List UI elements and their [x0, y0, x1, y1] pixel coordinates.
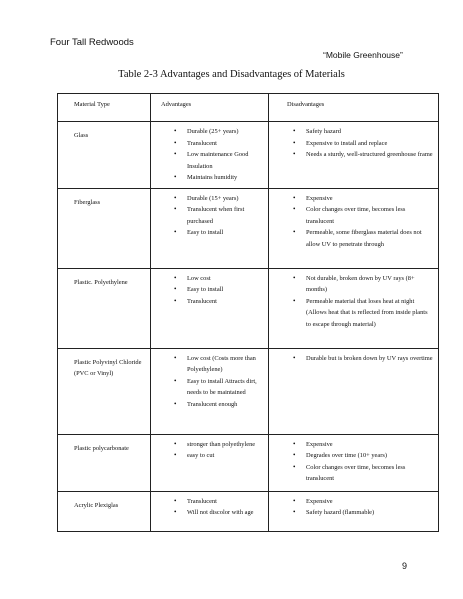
header-company: Four Tall Redwoods [50, 37, 134, 48]
column-header-disadvantages: Disadvantages [269, 94, 439, 122]
advantages-cell [151, 491, 269, 531]
disadvantages-cell [269, 434, 439, 491]
advantage-item: • Translucent [174, 138, 264, 150]
table-row [58, 122, 439, 189]
material-type-cell: Plastic Polyvinyl Chloride (PVC or Vinyl) [58, 348, 151, 434]
advantages-cell [151, 348, 269, 434]
advantage-item: • stronger than polyethylene [174, 439, 264, 451]
table-title: Table 2-3 Advantages and Disadvantages of Materials [118, 69, 345, 80]
disadvantages-cell [269, 268, 439, 348]
disadvantage-item: • Color changes over time, becomes less translucent [293, 462, 434, 485]
material-type-cell: Plastic polycarbonate [58, 434, 151, 491]
advantage-item: • Easy to install [174, 284, 264, 296]
advantage-item: • Low maintenance Good Insulation [174, 149, 264, 172]
material-type-cell: Acrylic Plexiglas [58, 491, 151, 531]
advantages-list [151, 492, 268, 523]
disadvantage-item: • Not durable, broken down by UV rays (8+ months) [293, 273, 434, 296]
disadvantages-list [269, 269, 438, 335]
advantage-item: • Easy to install [174, 227, 264, 239]
disadvantage-item: • Safety hazard (flammable) [293, 507, 434, 519]
advantage-item: • Easy to install Attracts dirt, needs to be maintained [174, 376, 264, 399]
disadvantages-cell [269, 348, 439, 434]
advantages-list [151, 189, 268, 243]
advantages-cell [151, 188, 269, 268]
page-number: 9 [402, 561, 408, 571]
disadvantages-list [269, 122, 438, 165]
disadvantage-item: • Expensive to install and replace [293, 138, 434, 150]
disadvantages-cell [269, 491, 439, 531]
advantages-cell [151, 268, 269, 348]
disadvantage-item: • Expensive [293, 193, 434, 205]
table-row [58, 348, 439, 434]
advantage-item: • Maintains humidity [174, 172, 264, 184]
advantages-list [151, 349, 268, 415]
advantage-item: • Will not discolor with age [174, 507, 264, 519]
material-type-cell: Fiberglass [58, 188, 151, 268]
advantage-item: • Low cost (Costs more than Polyethylene) [174, 353, 264, 376]
advantage-item: • easy to cut [174, 450, 264, 462]
header-project: “Mobile Greenhouse” [323, 50, 403, 60]
disadvantage-item: • Safety hazard [293, 126, 434, 138]
material-type-cell: Plastic. Polyethylene [58, 268, 151, 348]
advantage-item: • Translucent when first purchased [174, 204, 264, 227]
disadvantage-item: • Permeable material that loses heat at night (Allows heat that is reflected from inside plants to escape through material) [293, 296, 434, 331]
disadvantages-list [269, 492, 438, 523]
disadvantage-item: • Needs a sturdy, well-structured greenhouse frame [293, 149, 434, 161]
disadvantages-cell [269, 188, 439, 268]
disadvantage-item: • Permeable, some fiberglass material does not allow UV to penetrate through [293, 227, 434, 250]
column-header-material: Material Type [58, 94, 151, 122]
disadvantage-item: • Expensive [293, 496, 434, 508]
disadvantage-item: • Degrades over time (10+ years) [293, 450, 434, 462]
disadvantages-list [269, 349, 438, 369]
disadvantage-item: • Durable but is broken down by UV rays overtime [293, 353, 434, 365]
advantages-list [151, 122, 268, 188]
disadvantages-cell [269, 122, 439, 189]
material-type-cell: Glass [58, 122, 151, 189]
advantage-item: • Durable (25+ years) [174, 126, 264, 138]
table-row [58, 491, 439, 531]
table-row [58, 434, 439, 491]
materials-table [57, 93, 439, 532]
table-row [58, 268, 439, 348]
advantage-item: • Low cost [174, 273, 264, 285]
advantage-item: • Translucent enough [174, 399, 264, 411]
disadvantage-item: • Expensive [293, 439, 434, 451]
advantage-item: • Translucent [174, 496, 264, 508]
disadvantages-list [269, 189, 438, 255]
advantages-cell [151, 122, 269, 189]
disadvantages-list [269, 435, 438, 489]
advantages-list [151, 269, 268, 312]
table-row [58, 188, 439, 268]
advantages-cell [151, 434, 269, 491]
advantages-list [151, 435, 268, 466]
column-header-advantages: Advantages [151, 94, 269, 122]
table-header-row [58, 94, 439, 122]
disadvantage-item: • Color changes over time, becomes less translucent [293, 204, 434, 227]
advantage-item: • Durable (15+ years) [174, 193, 264, 205]
advantage-item: • Translucent [174, 296, 264, 308]
